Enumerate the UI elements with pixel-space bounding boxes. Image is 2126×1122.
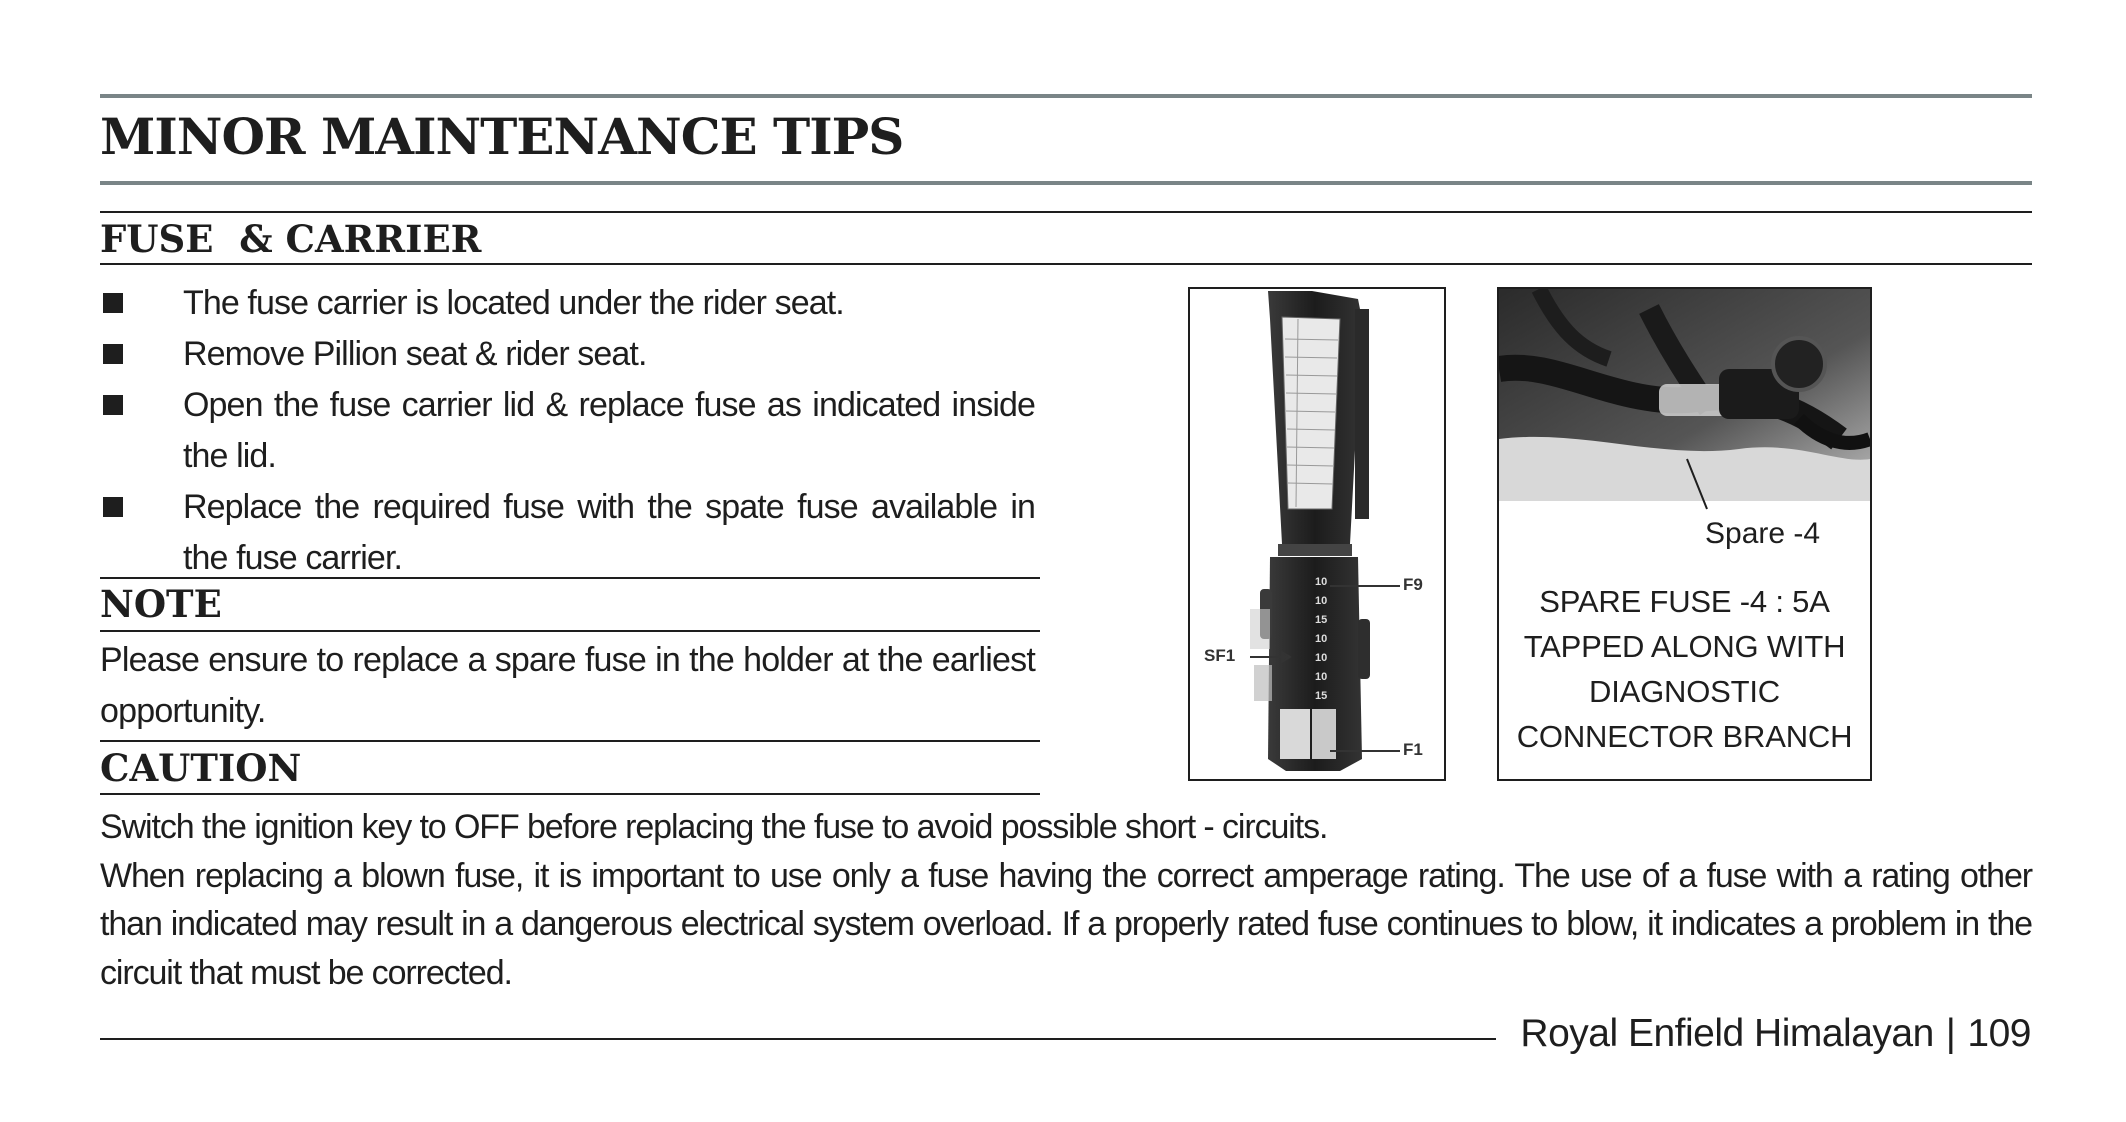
footer-brand: Royal Enfield Himalayan	[1520, 1012, 1934, 1055]
page-title: MINOR MAINTENANCE TIPS	[100, 107, 904, 166]
label-spare: Spare -4	[1705, 517, 1821, 550]
label-sf1: SF1	[1204, 646, 1236, 665]
fuse-value-label: 10	[1315, 652, 1328, 664]
list-item: Replace the required fuse with the spate fuse available in the fuse carrier.	[100, 482, 1035, 584]
note-top-rule	[100, 577, 1040, 579]
square-bullet-icon	[103, 497, 123, 517]
note-bottom-rule	[100, 630, 1040, 632]
fuse-value-label: 10	[1315, 633, 1328, 645]
section-bottom-rule	[100, 263, 2032, 265]
spare-fuse-caption: SPARE FUSE -4 : 5A TAPPED ALONG WITH DIAGNOSTIC CONNECTOR BRANCH	[1516, 584, 1853, 754]
caution-top-rule	[100, 740, 1040, 742]
footer-separator: |	[1945, 1012, 1956, 1055]
instruction-list	[100, 278, 1035, 584]
square-bullet-icon	[103, 344, 123, 364]
fuse-value-label: 10	[1315, 576, 1328, 588]
list-item: Remove Pillion seat & rider seat.	[100, 329, 1035, 380]
label-f9: F9	[1403, 575, 1423, 594]
note-heading: NOTE	[100, 582, 222, 626]
page-number: 109	[1967, 1012, 2031, 1055]
section-heading: FUSE & CARRIER	[100, 217, 482, 261]
caution-text	[100, 803, 2032, 997]
top-rule	[100, 94, 2032, 98]
fuse-value-label: 15	[1315, 614, 1328, 626]
footer-rule	[100, 1038, 1496, 1040]
square-bullet-icon	[103, 293, 123, 313]
note-text: Please ensure to replace a spare fuse in the holder at the earliest opportunity.	[100, 641, 1035, 730]
list-item: The fuse carrier is located under the rider seat.	[100, 278, 1035, 329]
section-top-rule	[100, 211, 2032, 213]
title-underline	[100, 181, 2032, 185]
list-item: Open the fuse carrier lid & replace fuse as indicated inside the lid.	[100, 380, 1035, 482]
square-bullet-icon	[103, 395, 123, 415]
fuse-value-label: 15	[1315, 690, 1328, 702]
callout-lines	[1190, 289, 1444, 779]
caution-heading: CAUTION	[100, 746, 302, 790]
caution-bottom-rule	[100, 793, 1040, 795]
fuse-value-label: 10	[1315, 671, 1328, 683]
caution-line: When replacing a blown fuse, it is important to use only a fuse having the correct amperage rating. The use of a fuse with a rating other than indicated may result in a dangerous electrical system overload. If a properly rated fuse continues to blow, it indicates a problem in the circuit that must be corrected.	[100, 856, 2032, 992]
caution-line: Switch the ignition key to OFF before replacing the fuse to avoid possible short - circuits.	[100, 808, 1328, 846]
fuse-carrier-figure	[1188, 287, 1446, 781]
page-footer	[1520, 1012, 2031, 1056]
fuse-value-label: 10	[1315, 595, 1328, 607]
label-f1: F1	[1403, 740, 1423, 759]
spare-callout-line	[1499, 289, 1870, 549]
spare-fuse-figure	[1497, 287, 1872, 781]
